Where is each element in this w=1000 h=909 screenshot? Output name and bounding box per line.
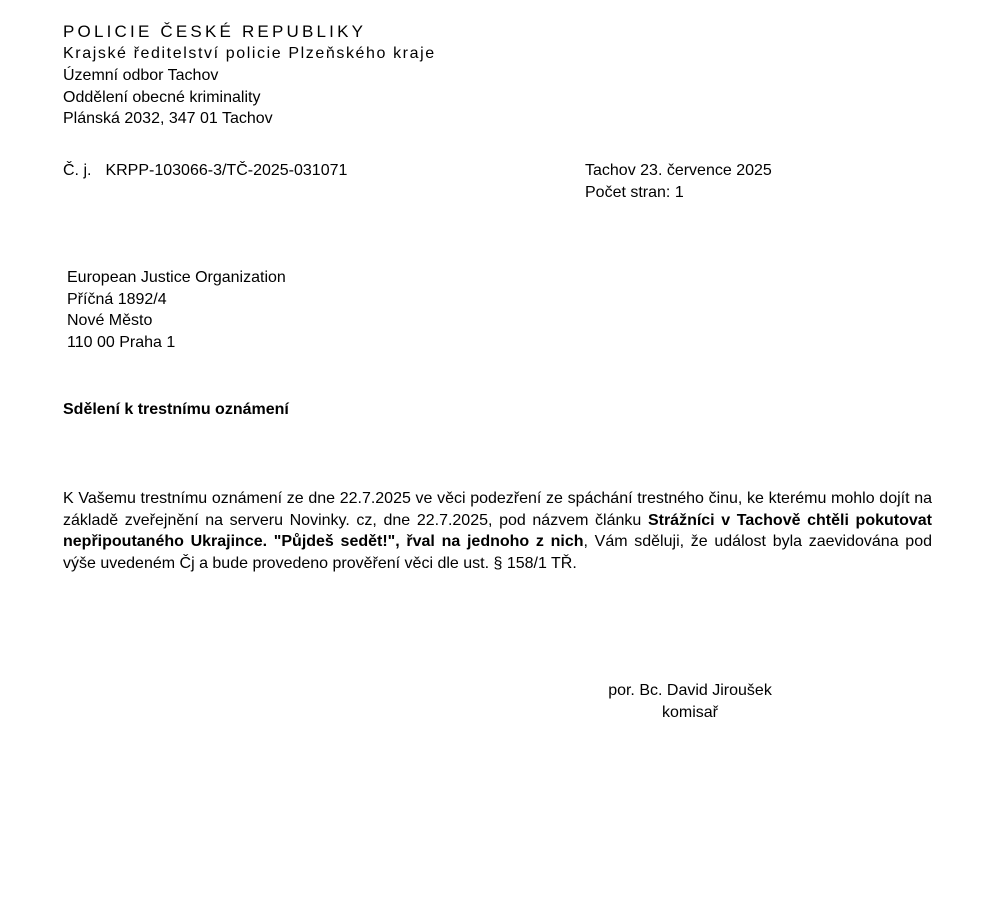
place-and-date: Tachov 23. července 2025 [585,162,772,179]
letterhead-territorial-dept: Územní odbor Tachov [63,67,219,84]
reference-number: KRPP-103066-3/TČ-2025-031071 [105,162,348,179]
subject-line: Sdělení k trestnímu oznámení [63,401,289,418]
reference-label: Č. j. [63,162,92,179]
letterhead-directorate: Krajské ředitelství policie Plzeňského kraje [63,45,436,62]
reference-row [63,160,347,182]
page-count: Počet stran: 1 [585,183,684,201]
recipient-address [67,267,286,353]
body-article-title: Strážníci v Tachově chtěli pokutovat nepřipoutaného Ukrajince. "Půjdeš sedět!", řval na jednoho z nich [63,511,932,550]
body-paragraph [63,488,932,574]
date-block [585,160,772,203]
signatory-title: komisař [661,703,718,721]
recipient-name: European Justice Organization [67,269,286,286]
recipient-street: Příčná 1892/4 [67,290,167,308]
letterhead-org-name: POLICIE ČESKÉ REPUBLIKY [63,22,367,41]
signature-block [560,680,820,723]
recipient-city: 110 00 Praha 1 [67,333,176,351]
letterhead-division: Oddělení obecné kriminality [63,88,261,106]
recipient-district: Nové Město [67,312,153,329]
body-text-closing: , Vám sděluji, že událost byla zaevidována pod výše uvedeném Čj a bude provedeno prověření věci dle ust. § 158/1 TŘ. [63,533,933,572]
letterhead [63,21,436,130]
body-text-intro: K Vašemu trestnímu oznámení ze dne 22.7.2025 ve věci podezření ze spáchání trestného činu, ke kterému mohlo dojít na základě zveřejnění na serveru Novinky. cz, dne 22.7.2025, pod názvem článku [63,490,932,529]
signatory-name: por. Bc. David Jiroušek [608,682,772,699]
letterhead-address: Plánská 2032, 347 01 Tachov [63,110,273,127]
